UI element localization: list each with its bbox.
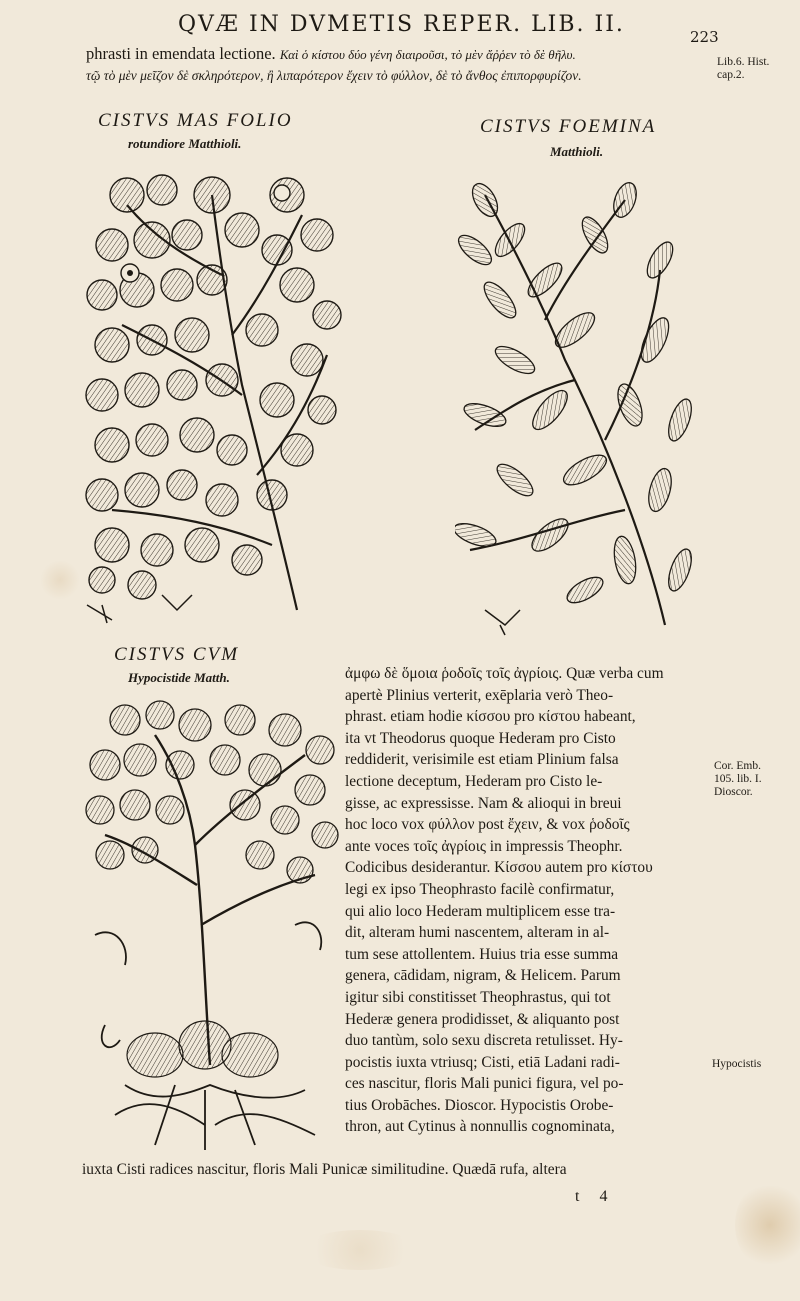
intro-line-2: τῷ τὸ μὲν μεῖζον δὲ σκληρότερον, ἢ λιπαρότερον ἔχειν τὸ φύλλον, δὲ τὸ ἄνθος ἐπιπορφυρίζον.: [86, 68, 582, 83]
margin-note-text: Lib.6. Hist. cap.2.: [717, 56, 770, 81]
body-line: ces nascitur, floris Mali punici figura, vel po-: [345, 1075, 624, 1093]
body-line: phrast. etiam hodie κίσσου pro κίστου habeant,: [345, 708, 636, 726]
figure-3-subtitle: Hypocistide Matth.: [128, 670, 230, 685]
foxing-stain: [40, 560, 80, 600]
body-line: ἀμφω δὲ ὅμοια ῥοδοῖς τοῖς ἀγρίοις. Quæ verba cum: [345, 665, 664, 682]
body-line: tius Orobāches. Dioscor. Hypocistis Orobe-: [345, 1096, 614, 1114]
body-line: apertè Plinius verterit, exēplaria verò Theo-: [345, 686, 614, 704]
body-line: igitur sibi constitisset Theophrastus, qui tot: [345, 988, 611, 1006]
margin-note-text: Cor. Emb. 105. lib. I. Dioscor.: [714, 760, 762, 798]
body-line: Codicibus desiderantur. Κίσσου autem pro κίστου: [345, 859, 653, 877]
body-line: lectione deceptum, Hederam pro Cisto le-: [345, 772, 603, 790]
figure-1-title: CISTVS MAS FOLIO: [98, 110, 293, 131]
figure-1-subtitle: rotundiore Matthioli.: [128, 136, 242, 151]
figure-2-subtitle: Matthioli.: [550, 144, 604, 159]
final-full-line: iuxta Cisti radices nascitur, floris Mali Punicæ similitudine. Quædā rufa, altera: [82, 1161, 567, 1178]
body-line: gisse, ac expressisse. Nam & alioqui in breui: [345, 794, 622, 812]
intro-latin: phrasti in emendata lectione.: [86, 44, 276, 63]
body-line: Hederæ genera prodidisset, & aliquanto post: [345, 1010, 620, 1028]
margin-note-cor-emb: [714, 760, 762, 799]
page-number: 223: [690, 28, 719, 46]
margin-note-hypocistis: [712, 1058, 761, 1071]
body-line: duo tantùm, solo sexu discreta retulisset. Hy-: [345, 1032, 623, 1050]
running-head: QVÆ IN DVMETIS REPER. LIB. II.: [178, 12, 625, 37]
body-line: legi ex ipso Theophrasto facilè confirmatur,: [345, 880, 615, 898]
woodcut-cistus-mas-image: [82, 165, 342, 625]
body-line: pocistis iuxta vtriusq; Cisti, etiā Ladani radi-: [345, 1053, 620, 1071]
figure-2-title: CISTVS FOEMINA: [480, 116, 657, 137]
body-line: ita vt Theodorus quoque Hederam pro Cisto: [345, 729, 616, 747]
foxing-stain: [300, 1230, 420, 1270]
intro-line-1: [86, 44, 576, 64]
margin-note-lib6: [717, 56, 769, 82]
body-line: reddiderit, verisimile est etiam Plinium falsa: [345, 751, 619, 769]
body-line: dit, alteram humi nascentem, alteram in al-: [345, 924, 610, 942]
foxing-stain: [735, 1180, 800, 1270]
woodcut-cistus-hypocistis-image: [85, 695, 345, 1155]
body-line: qui alio loco Hederam multiplicem esse tra-: [345, 902, 616, 920]
body-line: genera, cādidam, nigram, & Helicem. Parum: [345, 967, 621, 985]
body-text-column: [345, 663, 707, 1138]
intro-greek-1: Καὶ ὁ κίστου δύο γένη διαιροῦσι, τὸ μὲν ἄῤῥεν τὸ δὲ θῆλυ.: [279, 47, 576, 62]
body-line: tum sese attollentem. Huius tria esse summa: [345, 945, 619, 963]
signature-mark: t 4: [575, 1188, 616, 1205]
woodcut-cistus-foemina-image: [455, 180, 705, 640]
body-line: hoc loco vox φύλλον post ἔχειν, & vox ῥοδοῖς: [345, 816, 630, 834]
figure-3-title: CISTVS CVM: [114, 644, 240, 665]
body-line: thron, aut Cytinus à nonnullis cognominata,: [345, 1118, 615, 1136]
body-line: ante voces τοῖς ἀγρίοις in impressis Theophr.: [345, 837, 623, 855]
margin-note-text: Hypocistis: [712, 1058, 762, 1070]
